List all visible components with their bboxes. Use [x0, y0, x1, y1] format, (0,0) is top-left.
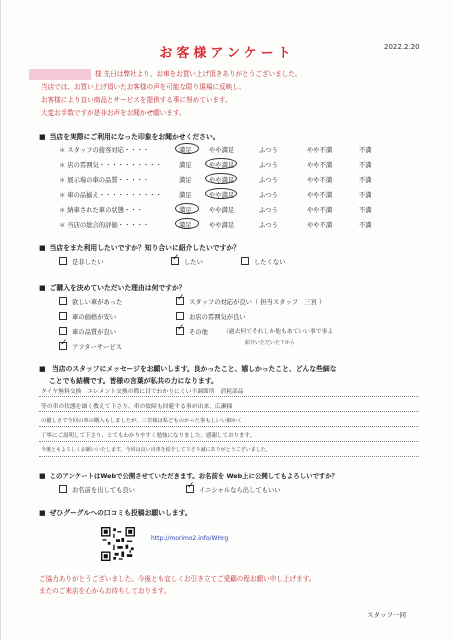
q1-option[interactable]: やや満足	[209, 207, 235, 214]
q1-option[interactable]: やや不満	[307, 147, 333, 154]
q5-question: ■ このアンケートはWebで公開させていただきます。お名前を Web上に公開してもよろしいですか？	[39, 471, 338, 480]
q2-option-yes[interactable]: ✓ したい	[171, 257, 203, 266]
survey-date: 2022.2.20	[384, 43, 420, 51]
q5-initials[interactable]: ✓ イニシャルなら出してもいい	[186, 485, 280, 494]
q1-option[interactable]: やや満足	[209, 162, 235, 169]
ruled-line	[39, 456, 419, 457]
message-line: タイヤ無料交換 エレメント交換の際に目でわかりにくい不調箇所 消耗部品	[41, 389, 244, 395]
q3-atmosphere[interactable]: お店の雰囲気が良い	[176, 312, 246, 321]
q1-row-label: ＊ 展示場の車の品質・・・・・	[59, 177, 150, 184]
q2-option-very[interactable]: 是非したい	[59, 257, 103, 266]
q1-option[interactable]: ふつう	[259, 177, 278, 184]
q1-option[interactable]: やや満足	[209, 192, 235, 199]
q4-question: ■ 当店のスタッフにメッセージをお願いします。良かったこと、嬉しかったこと、どんな些細な	[39, 364, 337, 375]
q1-row-label: ＊ 当店の総合的評価・・・・・	[59, 222, 150, 229]
q1-option[interactable]: やや不満	[307, 162, 333, 169]
q1-row-label: ＊ スタッフの接客対応・・・・	[59, 147, 150, 154]
q2-option-no[interactable]: したくない	[241, 257, 285, 266]
greeting: 様 先日は弊社より、お車をお買い上げ頂きありがとうございました。 当店では、お買い上げ頂いたお客様の声を可能な限り現場に反映し、 お客様により良い商品とサービスを提供する事に努めています。 大変お手数ですが是非お声をお聞かせ願います。	[41, 68, 302, 120]
q3-other[interactable]: ✓その他	[176, 327, 208, 336]
ruled-line	[39, 441, 419, 442]
signature: スタッフ一同	[367, 611, 406, 619]
q3-want-car[interactable]: 欲しい車があった	[59, 297, 122, 306]
q3-staff[interactable]: ✓スタッフの対応が良い（ 担当スタッフ 三宮 ）	[176, 297, 325, 306]
checkbox-checked[interactable]	[176, 297, 184, 305]
q1-question: ■ 当店を実際にご利用になった印象をお聞かせください。	[39, 131, 220, 141]
q1-option[interactable]: やや満足	[209, 177, 235, 184]
checkbox-checked[interactable]	[59, 342, 67, 350]
q2-question: ■ 当店をまた利用したいですか？知り合いに紹介したいですか？	[39, 242, 240, 252]
q1-option[interactable]: 不満	[359, 192, 372, 199]
checkbox[interactable]	[241, 257, 249, 265]
q1-option[interactable]: 不満	[359, 207, 372, 214]
q1-option[interactable]: ふつう	[259, 222, 278, 229]
q1-option[interactable]: 満足	[179, 222, 192, 229]
checkbox[interactable]	[59, 485, 67, 493]
q1-option[interactable]: やや不満	[307, 192, 333, 199]
checkbox[interactable]	[59, 327, 67, 335]
q1-row-label: ＊ 車の品揃え・・・・・・・・・・	[59, 192, 162, 199]
closing-message: ご協力ありがとうございました。今後とも宜しくお引き立てご愛顧の程お願い申し上げます。 またのご来店を心からお待ちしております。	[39, 575, 316, 595]
page-title: お客様アンケート	[159, 46, 295, 61]
qr-code-icon[interactable]	[101, 527, 135, 561]
ruled-line	[39, 411, 419, 412]
q1-option[interactable]: ふつう	[259, 162, 278, 169]
q1-option[interactable]: 満足	[179, 177, 192, 184]
q3-quality[interactable]: 車の品質が良い	[59, 327, 116, 336]
checkbox-checked[interactable]	[171, 257, 179, 265]
q1-option[interactable]: ふつう	[259, 207, 278, 214]
q3-other-handwritten: （過去何でそれしか他もあていい事で事よ	[223, 329, 334, 335]
message-line: 丁寧にご説明して下さり、とてもわかりやすく勉強になりました。感謝しております。	[41, 433, 256, 439]
checkbox-checked[interactable]	[186, 485, 194, 493]
q1-option[interactable]: 不満	[359, 162, 372, 169]
q4-question-line2: ことでも結構です。皆様の言葉が私共の力になります。	[49, 377, 218, 385]
q1-option[interactable]: やや満足	[209, 147, 235, 154]
q1-option[interactable]: 満足	[179, 192, 192, 199]
q1-option[interactable]: ふつう	[259, 147, 278, 154]
q6-question: ■ ぜひグーグルへの口コミも投稿お願いします。	[39, 507, 192, 517]
q1-option[interactable]: 満足	[179, 207, 192, 214]
ruled-line	[39, 426, 419, 427]
checkbox-checked[interactable]	[176, 327, 184, 335]
q1-option[interactable]: 満足	[179, 162, 192, 169]
ruled-line	[39, 396, 419, 397]
q1-option[interactable]: 満足	[179, 147, 192, 154]
q3-cheap[interactable]: 車の価格が安い	[59, 312, 116, 321]
q3-question: ■ ご購入を決めていただいた理由は何ですか？	[39, 282, 186, 292]
message-line: 等の車の状態を細く教えて下さり、車の故障も回避する事が出来、広瀬様	[41, 404, 233, 410]
message-line: 今後ともよろしくお願いいたします。今回は良い出車を紹介して下さり誠にありがとうございました。	[41, 447, 271, 453]
checkbox[interactable]	[176, 312, 184, 320]
q1-option[interactable]: 不満	[359, 147, 372, 154]
q1-option[interactable]: やや不満	[307, 177, 333, 184]
q1-option[interactable]: やや満足	[209, 222, 235, 229]
checkbox[interactable]	[59, 312, 67, 320]
q3-after-service[interactable]: ✓アフターサービス	[59, 342, 122, 351]
q1-row-label: ＊ 店の雰囲気・・・・・・・・・・	[59, 162, 162, 169]
q1-option[interactable]: ふつう	[259, 192, 278, 199]
q1-option[interactable]: やや不満	[307, 207, 333, 214]
checkbox[interactable]	[59, 297, 67, 305]
google-review-link[interactable]: http://morimo2.info/WHrg	[151, 535, 229, 542]
message-line: の優しさで今回の車の購入もしましたが、三宮様は私どものかった事もしいい細かく	[41, 418, 243, 424]
q1-row-label: ＊ 納車された車の状態・・・	[59, 207, 143, 214]
q1-option[interactable]: やや不満	[307, 222, 333, 229]
q5-full-name[interactable]: お名前を出しても良い	[59, 485, 135, 494]
checkbox[interactable]	[59, 257, 67, 265]
redacted-name	[29, 69, 91, 80]
q1-option[interactable]: 不満	[359, 222, 372, 229]
q1-option[interactable]: 不満	[359, 177, 372, 184]
q3-other-handwritten-2: 紹介いただいた下から	[245, 340, 296, 346]
